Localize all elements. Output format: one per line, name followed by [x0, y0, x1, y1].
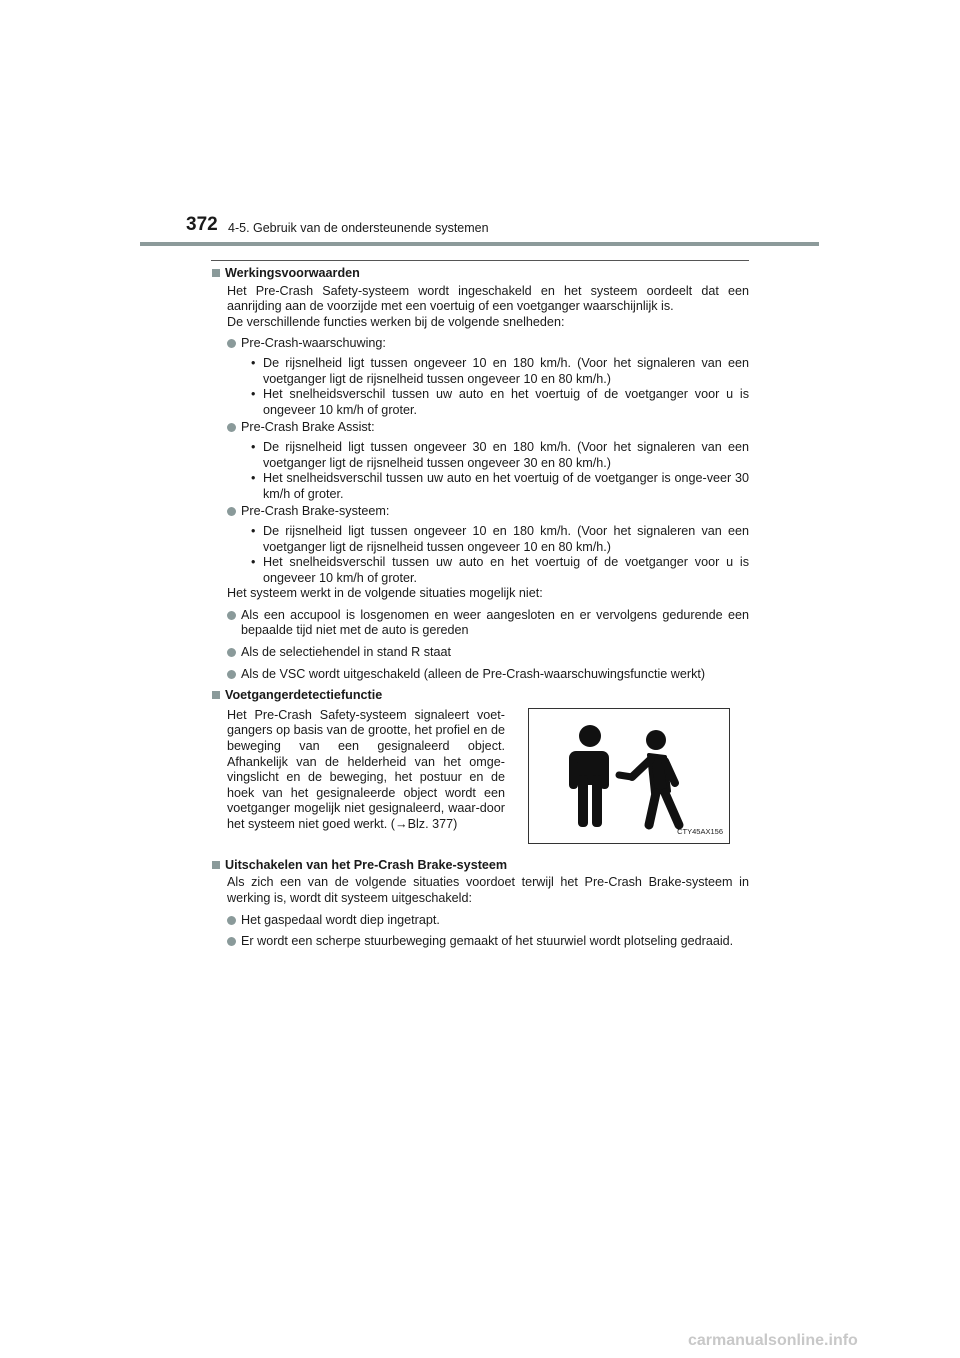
square-bullet-icon	[212, 861, 220, 869]
operating-conditions-intro: Het Pre-Crash Safety-systeem wordt ingeschakeld en het systeem oordeelt dat een aanrijding aan de voorzijde met een voertuig of een voetganger waarschijnlijk is.	[227, 283, 749, 314]
dot-marker-icon: •	[251, 355, 256, 370]
pedestrian-illustration	[529, 709, 729, 843]
pedestrian-figure	[528, 708, 730, 844]
circle-bullet-icon	[227, 648, 236, 657]
function-item: Pre-Crash-waarschuwing:	[227, 336, 749, 352]
pedestrian-detection-block	[211, 708, 749, 858]
not-working-item: Als de selectiehendel in stand R staat	[227, 645, 749, 661]
disable-brake-item: Er wordt een scherpe stuurbeweging gemaakt of het stuurwiel wordt plotseling gedraaid.	[227, 934, 749, 950]
header-rule	[140, 242, 819, 246]
section-title-pedestrian-detection: Voetgangerdetectiefunctie	[211, 688, 749, 704]
page-number: 372	[186, 214, 218, 235]
function-subitem: • De rijsnelheid ligt tussen ongeveer 10 en 180 km/h. (Voor het signaleren van een voetganger ligt de rijsnelheid tussen ongeveer 10 en 80 km/h.)	[251, 523, 749, 554]
dot-marker-icon: •	[251, 523, 256, 538]
walking-person-icon	[619, 730, 679, 825]
circle-bullet-icon	[227, 611, 236, 620]
dot-marker-icon: •	[251, 387, 256, 402]
circle-bullet-icon	[227, 916, 236, 925]
page-content	[211, 266, 749, 950]
circle-bullet-icon	[227, 507, 236, 516]
function-item: Pre-Crash Brake Assist:	[227, 420, 749, 436]
function-item: Pre-Crash Brake-systeem:	[227, 504, 749, 520]
circle-bullet-icon	[227, 339, 236, 348]
circle-bullet-icon	[227, 670, 236, 679]
circle-bullet-icon	[227, 423, 236, 432]
disable-brake-intro: Als zich een van de volgende situaties voordoet terwijl het Pre-Crash Brake-systeem in werking is, wordt dit systeem uitgeschakeld:	[227, 875, 749, 906]
circle-bullet-icon	[227, 937, 236, 946]
function-subitem: • De rijsnelheid ligt tussen ongeveer 30 en 180 km/h. (Voor het signaleren van een voetganger ligt de rijsnelheid tussen ongeveer 30 en 80 km/h.)	[251, 439, 749, 470]
standing-person-icon	[569, 725, 609, 827]
square-bullet-icon	[212, 269, 220, 277]
dot-marker-icon: •	[251, 555, 256, 570]
page-header	[0, 0, 960, 250]
not-working-intro: Het systeem werkt in de volgende situaties mogelijk niet:	[227, 586, 543, 601]
not-working-item: Als de VSC wordt uitgeschakeld (alleen de Pre-Crash-waarschuwingsfunctie werkt)	[227, 667, 749, 683]
not-working-item: Als een accupool is losgenomen en weer aangesloten en er vervolgens gedurende een bepaalde tijd niet met de auto is gereden	[227, 608, 749, 639]
function-subitem: • Het snelheidsverschil tussen uw auto en het voertuig of de voetganger voor u is ongeveer 10 km/h of groter.	[251, 387, 749, 417]
disable-brake-item: Het gaspedaal wordt diep ingetrapt.	[227, 913, 749, 929]
operating-conditions-intro2: De verschillende functies werken bij de volgende snelheden:	[227, 314, 565, 329]
section-title-operating-conditions: Werkingsvoorwaarden	[211, 266, 749, 282]
chapter-title: 4-5. Gebruik van de ondersteunende systemen	[228, 221, 489, 235]
top-divider	[211, 260, 749, 261]
dot-marker-icon: •	[251, 439, 256, 454]
watermark: carmanualsonline.info	[688, 1332, 858, 1349]
square-bullet-icon	[212, 691, 220, 699]
function-subitem: • De rijsnelheid ligt tussen ongeveer 10 en 180 km/h. (Voor het signaleren van een voetganger ligt de rijsnelheid tussen ongeveer 10 en 80 km/h.)	[251, 355, 749, 386]
pedestrian-detection-text: Het Pre-Crash Safety-systeem signaleert voet-gangers op basis van de grootte, het profiel en de beweging van een gesignaleerd object. Afhankelijk van de helderheid van het omge-vingslicht en de beweging, het postuur en de hoek van het gesignaleerde object wordt een voetganger mogelijk niet gesignaleerd, waar-door het systeem niet goed werkt. (→Blz. 377)	[227, 707, 505, 831]
figure-code: CTY45AX156	[677, 827, 723, 837]
function-subitem: • Het snelheidsverschil tussen uw auto en het voertuig of de voetganger voor u is ongeveer 10 km/h of groter.	[251, 555, 749, 585]
section-title-disable-brake: Uitschakelen van het Pre-Crash Brake-systeem	[211, 858, 749, 874]
function-subitem: • Het snelheidsverschil tussen uw auto en het voertuig of de voetganger is onge-veer 30 km/h of groter.	[251, 471, 749, 501]
dot-marker-icon: •	[251, 471, 256, 486]
